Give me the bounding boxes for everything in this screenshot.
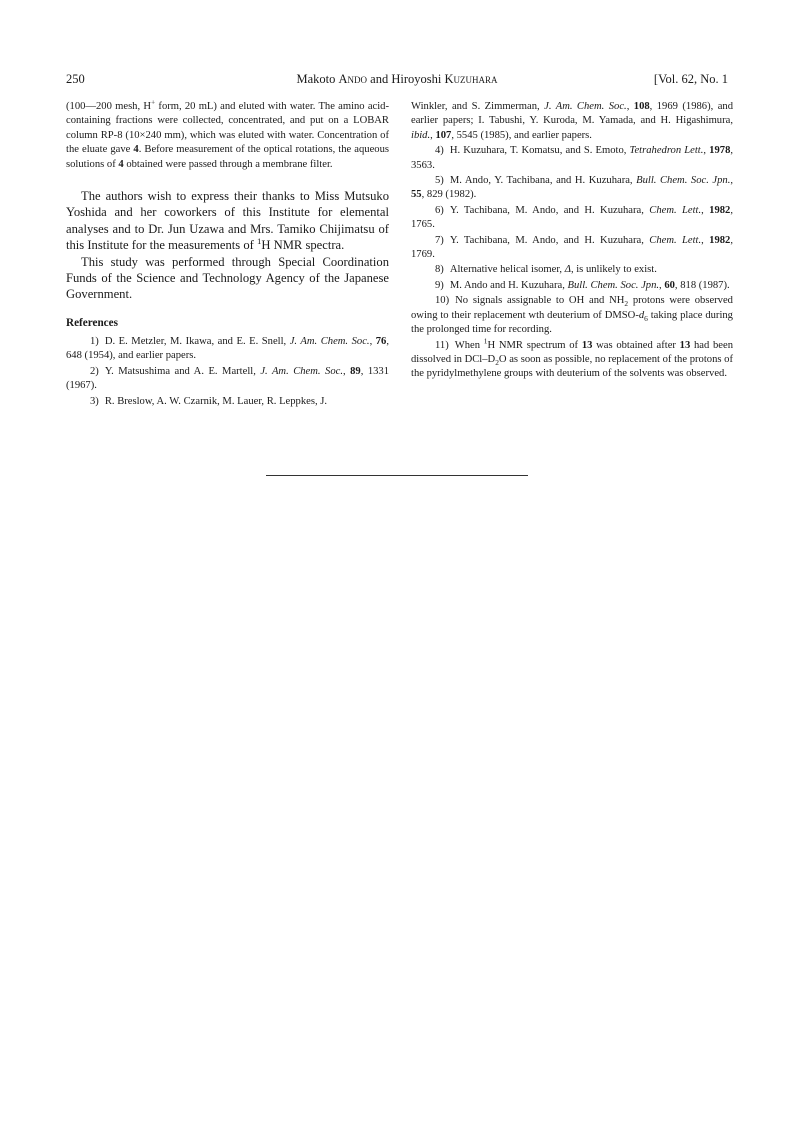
- left-column: [66, 97, 390, 410]
- reference-3-continued: Winkler, and S. Zimmerman, J. Am. Chem. Soc., 108, 1969 (1986), and earlier papers; I. Tabushi, Y. Kuroda, M. Yamada, and H. Higashimura, ibid., 107, 5545 (1985), and earlier papers.: [411, 101, 734, 141]
- reference-list-right: [411, 144, 733, 382]
- reference-item: 3) R. Breslow, A. W. Czarnik, M. Lauer, R. Leppkes, J.: [66, 395, 389, 409]
- reference-item: 10) No signals assignable to OH and $NH_2$ protons were observed owing to their replacement wth deuterium of DMSO-$d_6$ taking place during the prolonged time for recording.: [411, 295, 733, 336]
- reference-item: 4) H. Kuzuhara, T. Komatsu, and S. Emoto, Tetrahedron Lett., 1978, 3563.: [411, 145, 734, 171]
- reference-item: 2) Y. Matsushima and A. E. Martell, J. Am. Chem. Soc., 89, 1331 (1967).: [66, 365, 390, 392]
- reference-number: 3): [90, 395, 99, 407]
- acknowledgment-paragraph: The authors wish to express their thanks to Miss Mutsuko Yoshida and her coworkers of this Institute for elemental analyses and to Dr. Jun Uzawa and Mrs. Tamiko Chijimatsu of this Institute for the measurements of $^1$H NMR spectra.: [66, 189, 389, 253]
- reference-number: 9): [435, 279, 444, 291]
- page-number: 250: [66, 72, 85, 86]
- volume-label: [Vol. 62, No. 1: [653, 72, 728, 86]
- right-column: [411, 100, 733, 383]
- reference-list-left: [66, 335, 389, 409]
- reference-item: 9) M. Ando and H. Kuzuhara, Bull. Chem. Soc. Jpn., 60, 818 (1987).: [411, 279, 733, 293]
- reference-number: 6): [435, 204, 444, 216]
- reference-number: 4): [435, 145, 444, 157]
- running-title: Makoto Ando and Hiroyoshi Kuzuhara: [296, 72, 498, 86]
- reference-number: 2): [90, 365, 99, 377]
- reference-item: 7) Y. Tachibana, M. Ando, and H. Kuzuhara, Chem. Lett., 1982, 1769.: [411, 234, 733, 261]
- reference-number: 1): [90, 335, 99, 347]
- reference-number: 7): [435, 234, 444, 246]
- reference-number: 5): [435, 175, 444, 187]
- reference-number: 8): [435, 264, 444, 276]
- funding-paragraph: This study was performed through Special Coordination Funds of the Science and Technology Agency of the Japanese Government.: [66, 254, 389, 302]
- reference-number: 10): [435, 295, 450, 307]
- reference-item: 8) Alternative helical isomer, Δ, is unlikely to exist.: [411, 263, 733, 277]
- running-header: [66, 72, 728, 86]
- end-rule: [266, 475, 528, 476]
- reference-item: 6) Y. Tachibana, M. Ando, and H. Kuzuhara, Chem. Lett., 1982, 1765.: [411, 204, 733, 231]
- reference-item: 5) M. Ando, Y. Tachibana, and H. Kuzuhara, Bull. Chem. Soc. Jpn., 55, 829 (1982).: [411, 175, 733, 201]
- references-heading: References: [66, 316, 118, 329]
- reference-number: 11): [435, 339, 449, 351]
- experimental-paragraph: (100—200 mesh, H+ form, 20 mL) and eluted with water. The amino acid-containing fractions were collected, concentrated, and put on a LOBAR column RP-8 (10×240 mm), which was eluted with water. Concentration of the eluate gave 4. Before measurement of the optical rotations, the aqueous solutions of 4 obtained were passed through a membrane filter.: [66, 97, 389, 170]
- reference-item: 11) When $^1$H NMR spectrum of 13 was obtained after 13 had been dissolved in DCl–$D_2O$ as soon as possible, no replacement of the protons of the pyridylmethylene groups with deuterium of the solvents was observed.: [411, 335, 734, 380]
- reference-item: 1) D. E. Metzler, M. Ikawa, and E. E. Snell, J. Am. Chem. Soc., 76, 648 (1954), and earlier papers.: [66, 335, 389, 362]
